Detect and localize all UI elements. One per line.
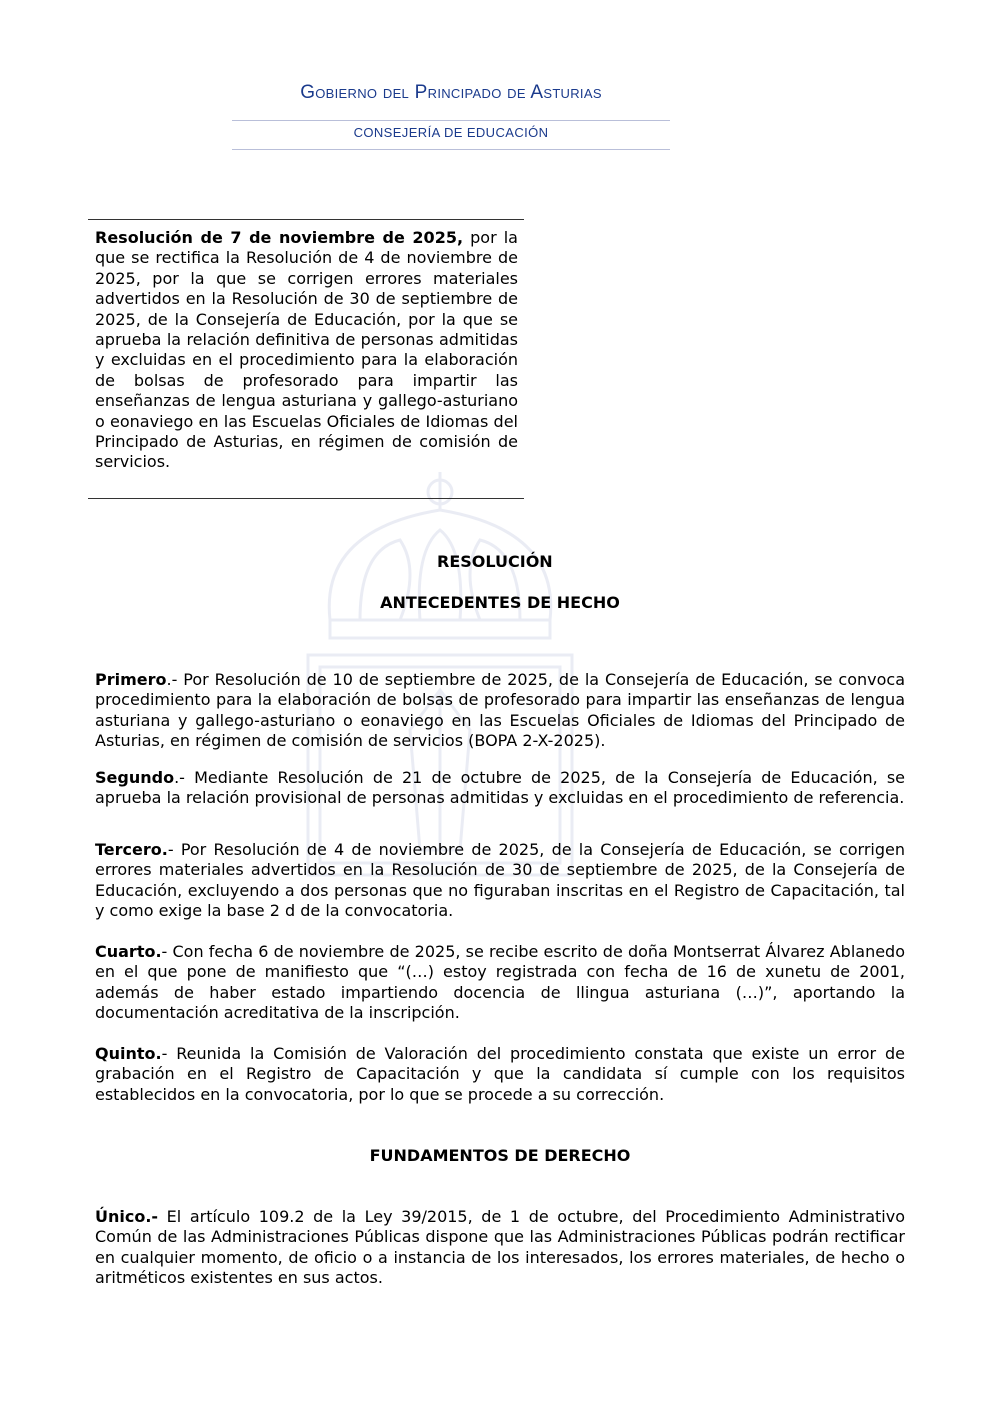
heading-resolucion: RESOLUCIÓN [437, 552, 553, 571]
abstract-rule-top [88, 219, 524, 220]
quinto-text: - Reunida la Comisión de Valoración del procedimiento constata que existe un error de grabación en el Registro de Capacitación y que la candidata sí cumple con los requisitos establecidos en la convocatoria, por lo que se procede a su corrección. [95, 1044, 905, 1104]
heading-fundamentos: FUNDAMENTOS DE DERECHO [369, 1146, 631, 1165]
primero-text: .- Por Resolución de 10 de septiembre de 2025, de la Consejería de Educación, se convoca procedimiento para la elaboración de bolsas de profesorado para impartir las enseñanzas de lengua asturiana y gallego-asturiano o eonaviego en las Escuelas Oficiales de Idiomas del Principado de Asturias, en régimen de comisión de servicios (BOPA 2-X-2025). [95, 670, 905, 751]
header-divider-bottom [232, 149, 670, 150]
resolution-abstract [95, 228, 518, 473]
abstract-rule-bottom [88, 498, 524, 499]
primero-label: Primero [95, 670, 167, 689]
antecedente-tercero [95, 840, 905, 922]
header-subtitle: CONSEJERÍA DE EDUCACIÓN [353, 125, 549, 140]
antecedente-quinto [95, 1044, 905, 1105]
fundamento-unico [95, 1207, 905, 1289]
antecedente-segundo [95, 768, 905, 809]
segundo-text: .- Mediante Resolución de 21 de octubre de 2025, de la Consejería de Educación, se aprueba la relación provisional de personas admitidas y excluidas en el procedimiento de referencia. [95, 768, 905, 808]
header-divider-top [232, 120, 670, 121]
cuarto-label: Cuarto. [95, 942, 162, 961]
tercero-label: Tercero. [95, 840, 168, 859]
segundo-label: Segundo [95, 768, 175, 787]
antecedente-primero [95, 670, 905, 752]
abstract-bold-title: Resolución de 7 de noviembre de 2025, [95, 228, 464, 247]
heading-antecedentes: ANTECEDENTES DE HECHO [380, 593, 620, 612]
abstract-text: por la que se rectifica la Resolución de 4 de noviembre de 2025, por la que se corrigen errores materiales advertidos en la Resolución de 30 de septiembre de 2025, de la Consejería de Educación, por la que se aprueba la relación definitiva de personas admitidas y excluidas en el procedimiento para la elaboración de bolsas de profesorado para impartir las enseñanzas de lengua asturiana y gallego-asturiano o eonaviego en las Escuelas Oficiales de Idiomas del Principado de Asturias, en régimen de comisión de servicios. [95, 228, 518, 472]
tercero-text: - Por Resolución de 4 de noviembre de 2025, de la Consejería de Educación, se corrigen errores materiales advertidos en la Resolución de 30 de septiembre de 2025, de la Consejería de Educación, excluyendo a dos personas que no figuraban inscritas en el Registro de Capacitación, tal y como exige la base 2 d de la convocatoria. [95, 840, 905, 921]
antecedente-cuarto [95, 942, 905, 1024]
cuarto-text: - Con fecha 6 de noviembre de 2025, se recibe escrito de doña Montserrat Álvarez Ablanedo en el que pone de manifiesto que “(…) estoy registrada con fecha de 16 de xunetu de 2001, además de haber estado impartiendo docencia de llingua asturiana (…)”, aportando la documentación acreditativa de la inscripción. [95, 942, 905, 1023]
header-title: Gobierno del Principado de Asturias [300, 82, 602, 103]
quinto-label: Quinto. [95, 1044, 162, 1063]
unico-label: Único.- [95, 1207, 159, 1226]
unico-text: El artículo 109.2 de la Ley 39/2015, de 1 de octubre, del Procedimiento Administrativo Común de las Administraciones Públicas dispone que las Administraciones Públicas podrán rectificar en cualquier momento, de oficio o a instancia de los interesados, los errores materiales, de hecho o aritméticos existentes en sus actos. [95, 1207, 905, 1288]
